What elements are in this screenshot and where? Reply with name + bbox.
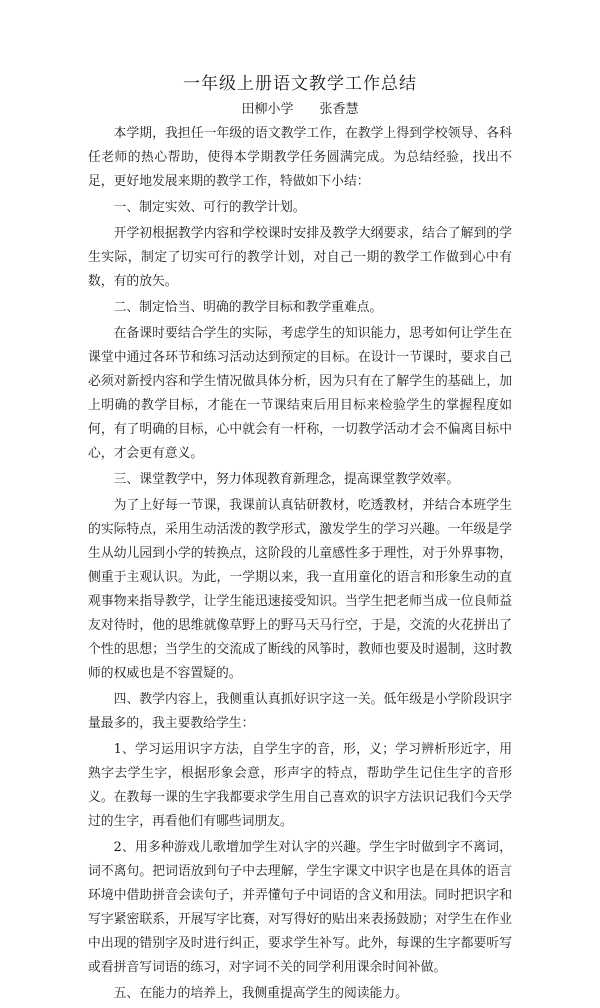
- document-title: 一年级上册语文教学工作总结: [183, 74, 417, 94]
- paragraph-3: 为了上好每一节课，我课前认真钻研教材，吃透教材，并结合本班学生的实际特点，采用生动活泼的教学形式，激发学生的学习兴趣。一年级是学生从幼儿园到小学的转换点，这阶段的儿童感性多于理性，对于外界事物，侧重于主观认识。为此，一学期以来，我一直用童化的语言和形象生动的直观事物来指导教学，让学生能迅速接受知识。当学生把老师当成一位良师益友对待时，他的思维就像草野上的野马天马行空，于是，交流的火花拼出了个性的思想；当学生的交流成了断线的风筝时，教师也要及时遏制，这时教师的权威也是不容置疑的。: [88, 498, 512, 681]
- section-heading-1: 一、制定实效、可行的教学计划。: [113, 200, 306, 215]
- section-heading-3: 三、课堂教学中，努力体现教育新理念，提高课堂教学效率。: [113, 472, 460, 487]
- paragraph-4-item-2: 2、用多种游戏儿歌增加学生对认字的兴趣。学生字时做到字不离词，词不离句。把词语放到句子中去理解，学生字课文中识字也是在具体的语言环境中借助拼音会读句子，并弄懂句子中词语的含义和用法。同时把识字和写字紧密联系，开展写字比赛，对写得好的贴出来表扬鼓励；对学生在作业中出现的错别字及时进行纠正，要求学生补写。此外，每课的生字都要听写或看拼音写词语的练习，对字词不关的同学利用课余时间补做。: [88, 840, 512, 975]
- paragraph-4-item-1: 1、学习运用识字方法，自学生字的音，形，义；学习辨析形近字，用熟字去学生字，根据形象会意，形声字的特点，帮助学生记住生字的音形义。在教每一课的生字我都要求学生用自己喜欢的识字方法识记我们今天学过的生字，再看他们有哪些词朋友。: [88, 742, 512, 829]
- section-heading-2: 二、制定恰当、明确的教学目标和教学重难点。: [113, 300, 383, 315]
- school-name: 田柳小学: [241, 102, 294, 117]
- byline: [88, 100, 512, 120]
- section-heading-5: 五、在能力的培养上，我侧重提高学生的阅读能力。: [113, 986, 408, 1001]
- document-page: [88, 72, 512, 1008]
- author-name: 张香慧: [319, 102, 359, 117]
- paragraph-2: 在备课时要结合学生的实际，考虑学生的知识能力，思考如何让学生在课堂中通过各环节和练习活动达到预定的目标。在设计一节课时，要求自己必须对新授内容和学生情况做具体分析，因为只有在了解学生的基础上，加上明确的教学目标，才能在一节课结束后用目标来检验学生的掌握程度如何，有了明确的目标，心中就会有一杆称，一切教学活动才会不偏离目标中心，才会更有意义。: [88, 326, 512, 461]
- paragraph-intro: 本学期，我担任一年级的语文教学工作，在教学上得到学校领导、各科任老师的热心帮助，使得本学期教学任务圆满完成。为总结经验，找出不足，更好地发展来期的教学工作，特做如下小结：: [88, 126, 512, 189]
- section-heading-4: 四、教学内容上，我侧重认真抓好识字这一关。低年级是小学阶段识字量最多的，我主要教给学生：: [88, 692, 512, 731]
- paragraph-1: 开学初根据教学内容和学校课时安排及教学大纲要求，结合了解到的学生实际，制定了切实可行的教学计划，对自己一期的教学工作做到心中有数，有的放矢。: [88, 226, 512, 289]
